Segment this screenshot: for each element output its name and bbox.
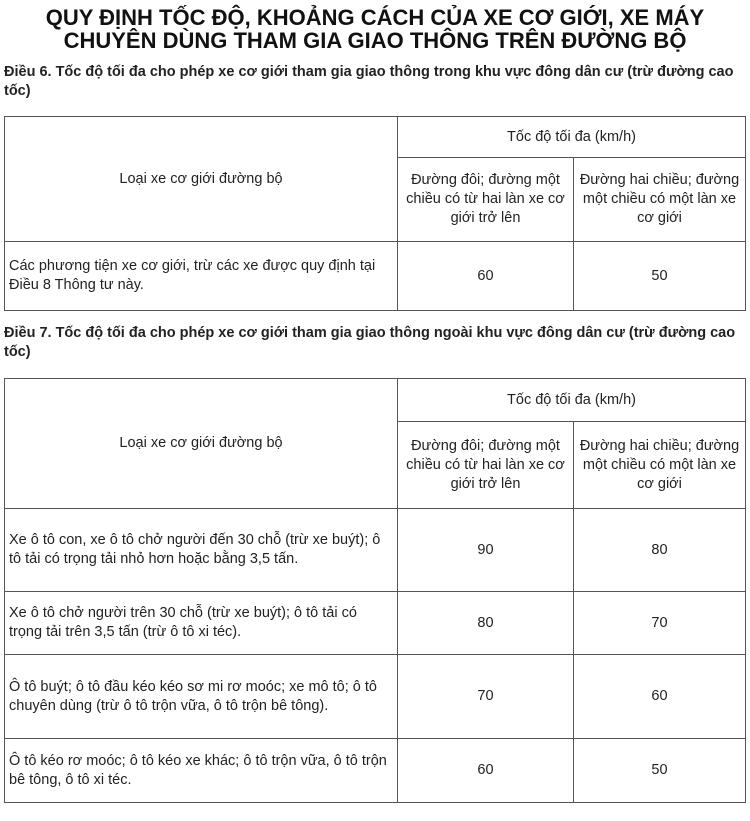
article-6-table — [4, 116, 746, 311]
vehicle-type-cell: Xe ô tô con, xe ô tô chở người đến 30 chỗ (trừ xe buýt); ô tô tải có trọng tải nhỏ hơn hoặc bằng 3,5 tấn. — [5, 509, 398, 592]
table-header-row — [5, 379, 746, 422]
undivided-speed-cell: 70 — [574, 592, 746, 655]
divided-road-header: Đường đôi; đường một chiều có từ hai làn xe cơ giới trở lên — [398, 158, 574, 242]
undivided-speed-cell: 60 — [574, 655, 746, 739]
vehicle-type-header: Loại xe cơ giới đường bộ — [5, 379, 398, 509]
divided-road-header: Đường đôi; đường một chiều có từ hai làn xe cơ giới trở lên — [398, 422, 574, 509]
vehicle-type-cell: Ô tô buýt; ô tô đầu kéo kéo sơ mi rơ moóc; xe mô tô; ô tô chuyên dùng (trừ ô tô trộn vữa, ô tô trộn bê tông). — [5, 655, 398, 739]
divided-speed-cell: 80 — [398, 592, 574, 655]
article-6-heading: Điều 6. Tốc độ tối đa cho phép xe cơ giới tham gia giao thông trong khu vực đông dân cư (trừ đường cao tốc) — [4, 64, 734, 99]
table-row — [5, 242, 746, 311]
divided-speed-cell: 60 — [398, 739, 574, 803]
undivided-road-header: Đường hai chiều; đường một chiều có một làn xe cơ giới — [574, 158, 746, 242]
table-row — [5, 509, 746, 592]
divided-speed-cell: 70 — [398, 655, 574, 739]
undivided-speed-cell: 50 — [574, 242, 746, 311]
table-row — [5, 739, 746, 803]
vehicle-type-cell: Các phương tiện xe cơ giới, trừ các xe được quy định tại Điều 8 Thông tư này. — [5, 242, 398, 311]
undivided-road-header: Đường hai chiều; đường một chiều có một làn xe cơ giới — [574, 422, 746, 509]
vehicle-type-cell: Ô tô kéo rơ moóc; ô tô kéo xe khác; ô tô trộn vữa, ô tô trộn bê tông, ô tô xi téc. — [5, 739, 398, 803]
undivided-speed-cell: 50 — [574, 739, 746, 803]
divided-speed-cell: 60 — [398, 242, 574, 311]
title-line-1: QUY ĐỊNH TỐC ĐỘ, KHOẢNG CÁCH CỦA XE CƠ GIỚI, XE MÁY — [45, 5, 705, 30]
table-header-row — [5, 117, 746, 158]
undivided-speed-cell: 80 — [574, 509, 746, 592]
max-speed-header: Tốc độ tối đa (km/h) — [398, 117, 746, 158]
max-speed-header: Tốc độ tối đa (km/h) — [398, 379, 746, 422]
table-row — [5, 592, 746, 655]
divided-speed-cell: 90 — [398, 509, 574, 592]
vehicle-type-header: Loại xe cơ giới đường bộ — [5, 117, 398, 242]
article-7-table — [4, 378, 746, 803]
table-row — [5, 655, 746, 739]
document-title — [0, 6, 750, 52]
vehicle-type-cell: Xe ô tô chở người trên 30 chỗ (trừ xe buýt); ô tô tải có trọng tải trên 3,5 tấn (trừ ô tô xi téc). — [5, 592, 398, 655]
article-7-heading: Điều 7. Tốc độ tối đa cho phép xe cơ giới tham gia giao thông ngoài khu vực đông dân cư (trừ đường cao tốc) — [4, 325, 736, 360]
title-line-2: CHUYÊN DÙNG THAM GIA GIAO THÔNG TRÊN ĐƯỜNG BỘ — [63, 28, 687, 53]
